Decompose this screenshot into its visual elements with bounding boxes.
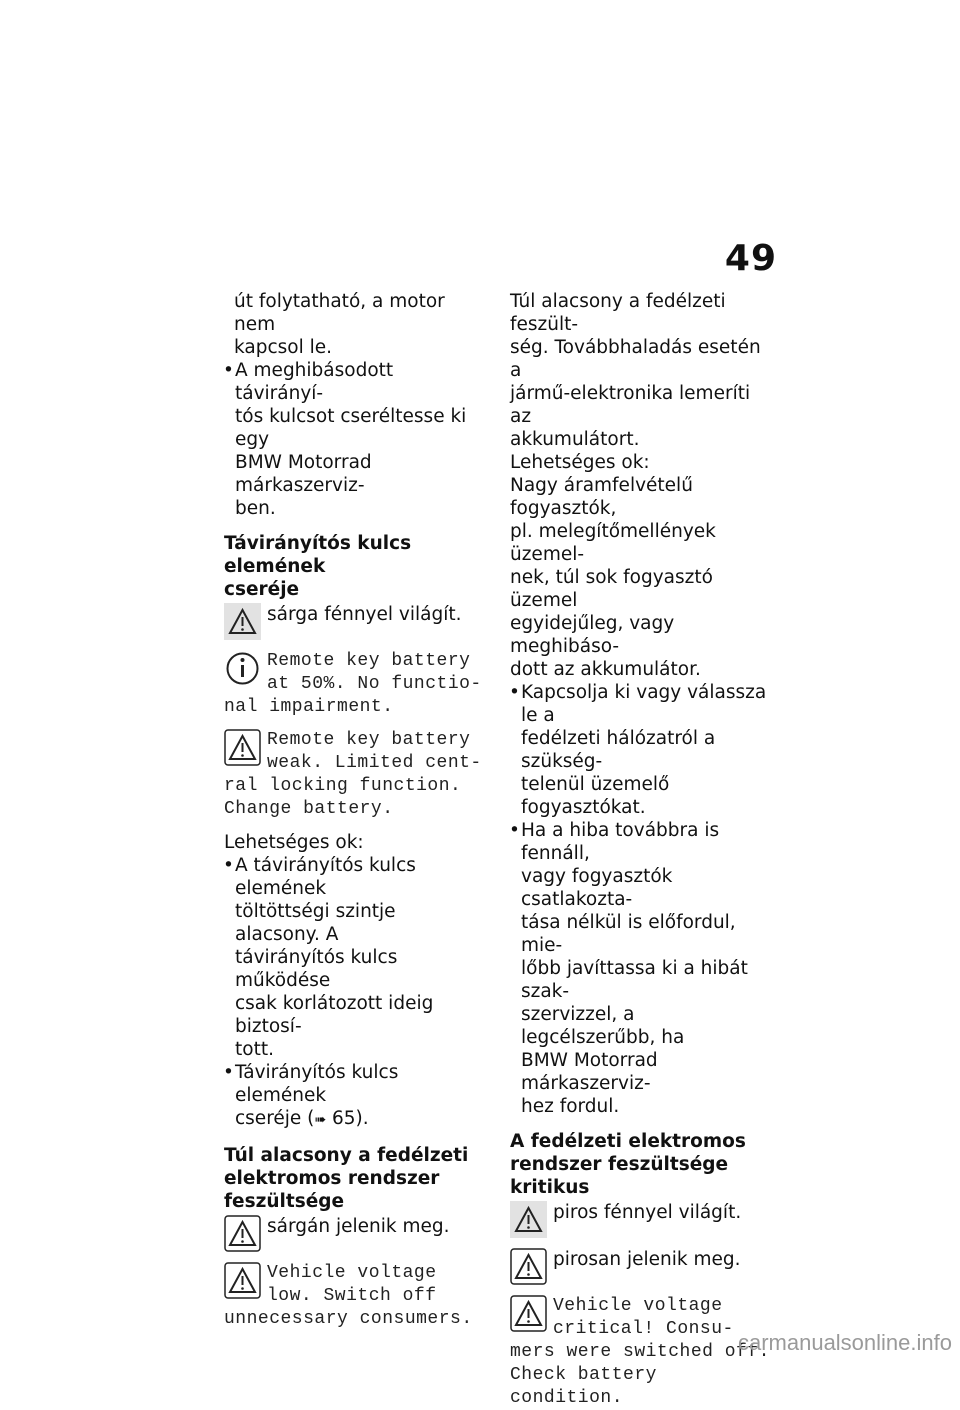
list-item: • Kapcsolja ki vagy válassza le a fedélzeti hálózatról a szükség- telenül üzemelő fogyasztókat. xyxy=(510,681,772,819)
list-item: • Távirányítós kulcs elemének cseréje (➠ 65). xyxy=(224,1061,486,1132)
display-message: Vehicle voltage low. Switch off unnecessary consumers. xyxy=(224,1263,473,1329)
continued-text: út folytatható, a motor nem kapcsol le. xyxy=(234,291,445,358)
list-item: • A távirányítós kulcs elemének töltöttségi szintje alacsony. A távirányítós kulcs működése csak korlátozott ideig biztosí- tott. xyxy=(224,854,486,1061)
indicator-row xyxy=(510,1201,772,1238)
list-item: • A meghibásodott távirányí- tós kulcsot cseréltesse ki egy BMW Motorrad márkaszerviz- ben. xyxy=(224,359,486,520)
warning-triangle-icon xyxy=(510,1201,547,1238)
warning-triangle-icon xyxy=(224,603,261,640)
display-message: Vehicle voltage critical! Consu- mers were switched off. Check battery condition. xyxy=(510,1296,770,1408)
indicator-row xyxy=(224,603,486,640)
watermark-url[interactable]: carmanualsonline.info xyxy=(737,1330,952,1355)
warning-triangle-icon xyxy=(224,1262,261,1299)
list-item: • Ha a hiba továbbra is fennáll, vagy fogyasztók csatlakozta- tása nélkül is előfordul, mie- lőbb javíttassa ki a hibát szak- szervizzel, a legcélszerűbb, ha BMW Motorrad márkaszerviz- hez fordul. xyxy=(510,819,772,1118)
indicator-description: sárga fénnyel világít. xyxy=(267,604,462,625)
display-message: Remote key battery weak. Limited cent- ral locking function. Change battery. xyxy=(224,730,482,819)
section-heading: Távirányítós kulcs elemének cseréje xyxy=(224,533,412,600)
possible-causes-label: Lehetséges ok: xyxy=(224,832,364,853)
page-reference-arrow-icon: ➠ xyxy=(314,1112,327,1128)
indicator-row xyxy=(224,1215,486,1252)
possible-causes-label: Lehetséges ok: xyxy=(510,452,650,473)
warning-triangle-icon xyxy=(224,729,261,766)
warning-triangle-icon xyxy=(510,1295,547,1332)
display-message: Remote key battery at 50%. No functio- nal impairment. xyxy=(224,651,482,717)
indicator-description: pirosan jelenik meg. xyxy=(553,1249,741,1270)
warning-triangle-icon xyxy=(224,1215,261,1252)
info-icon xyxy=(224,650,261,687)
warning-triangle-icon xyxy=(510,1248,547,1285)
section-heading: Túl alacsony a fedélzeti elektromos rendszer feszültsége xyxy=(224,1145,469,1212)
left-column xyxy=(224,290,486,1331)
right-column xyxy=(510,290,772,1410)
indicator-row xyxy=(510,1248,772,1285)
paragraph: Túl alacsony a fedélzeti feszült- ség. Továbbhaladás esetén a jármű-elektronika lemeríti az akkumulátort. xyxy=(510,291,761,450)
page-number: 49 xyxy=(724,238,777,279)
indicator-description: piros fénnyel világít. xyxy=(553,1202,742,1223)
indicator-description: sárgán jelenik meg. xyxy=(267,1216,450,1237)
section-heading: A fedélzeti elektromos rendszer feszültsége kritikus xyxy=(510,1131,746,1198)
paragraph: Nagy áramfelvételű fogyasztók, pl. melegítőmellények üzemel- nek, túl sok fogyasztó üzemel egyidejűleg, vagy meghibáso- dott az akkumulátor. xyxy=(510,475,716,680)
page-reference-link[interactable]: 65). xyxy=(326,1108,369,1129)
